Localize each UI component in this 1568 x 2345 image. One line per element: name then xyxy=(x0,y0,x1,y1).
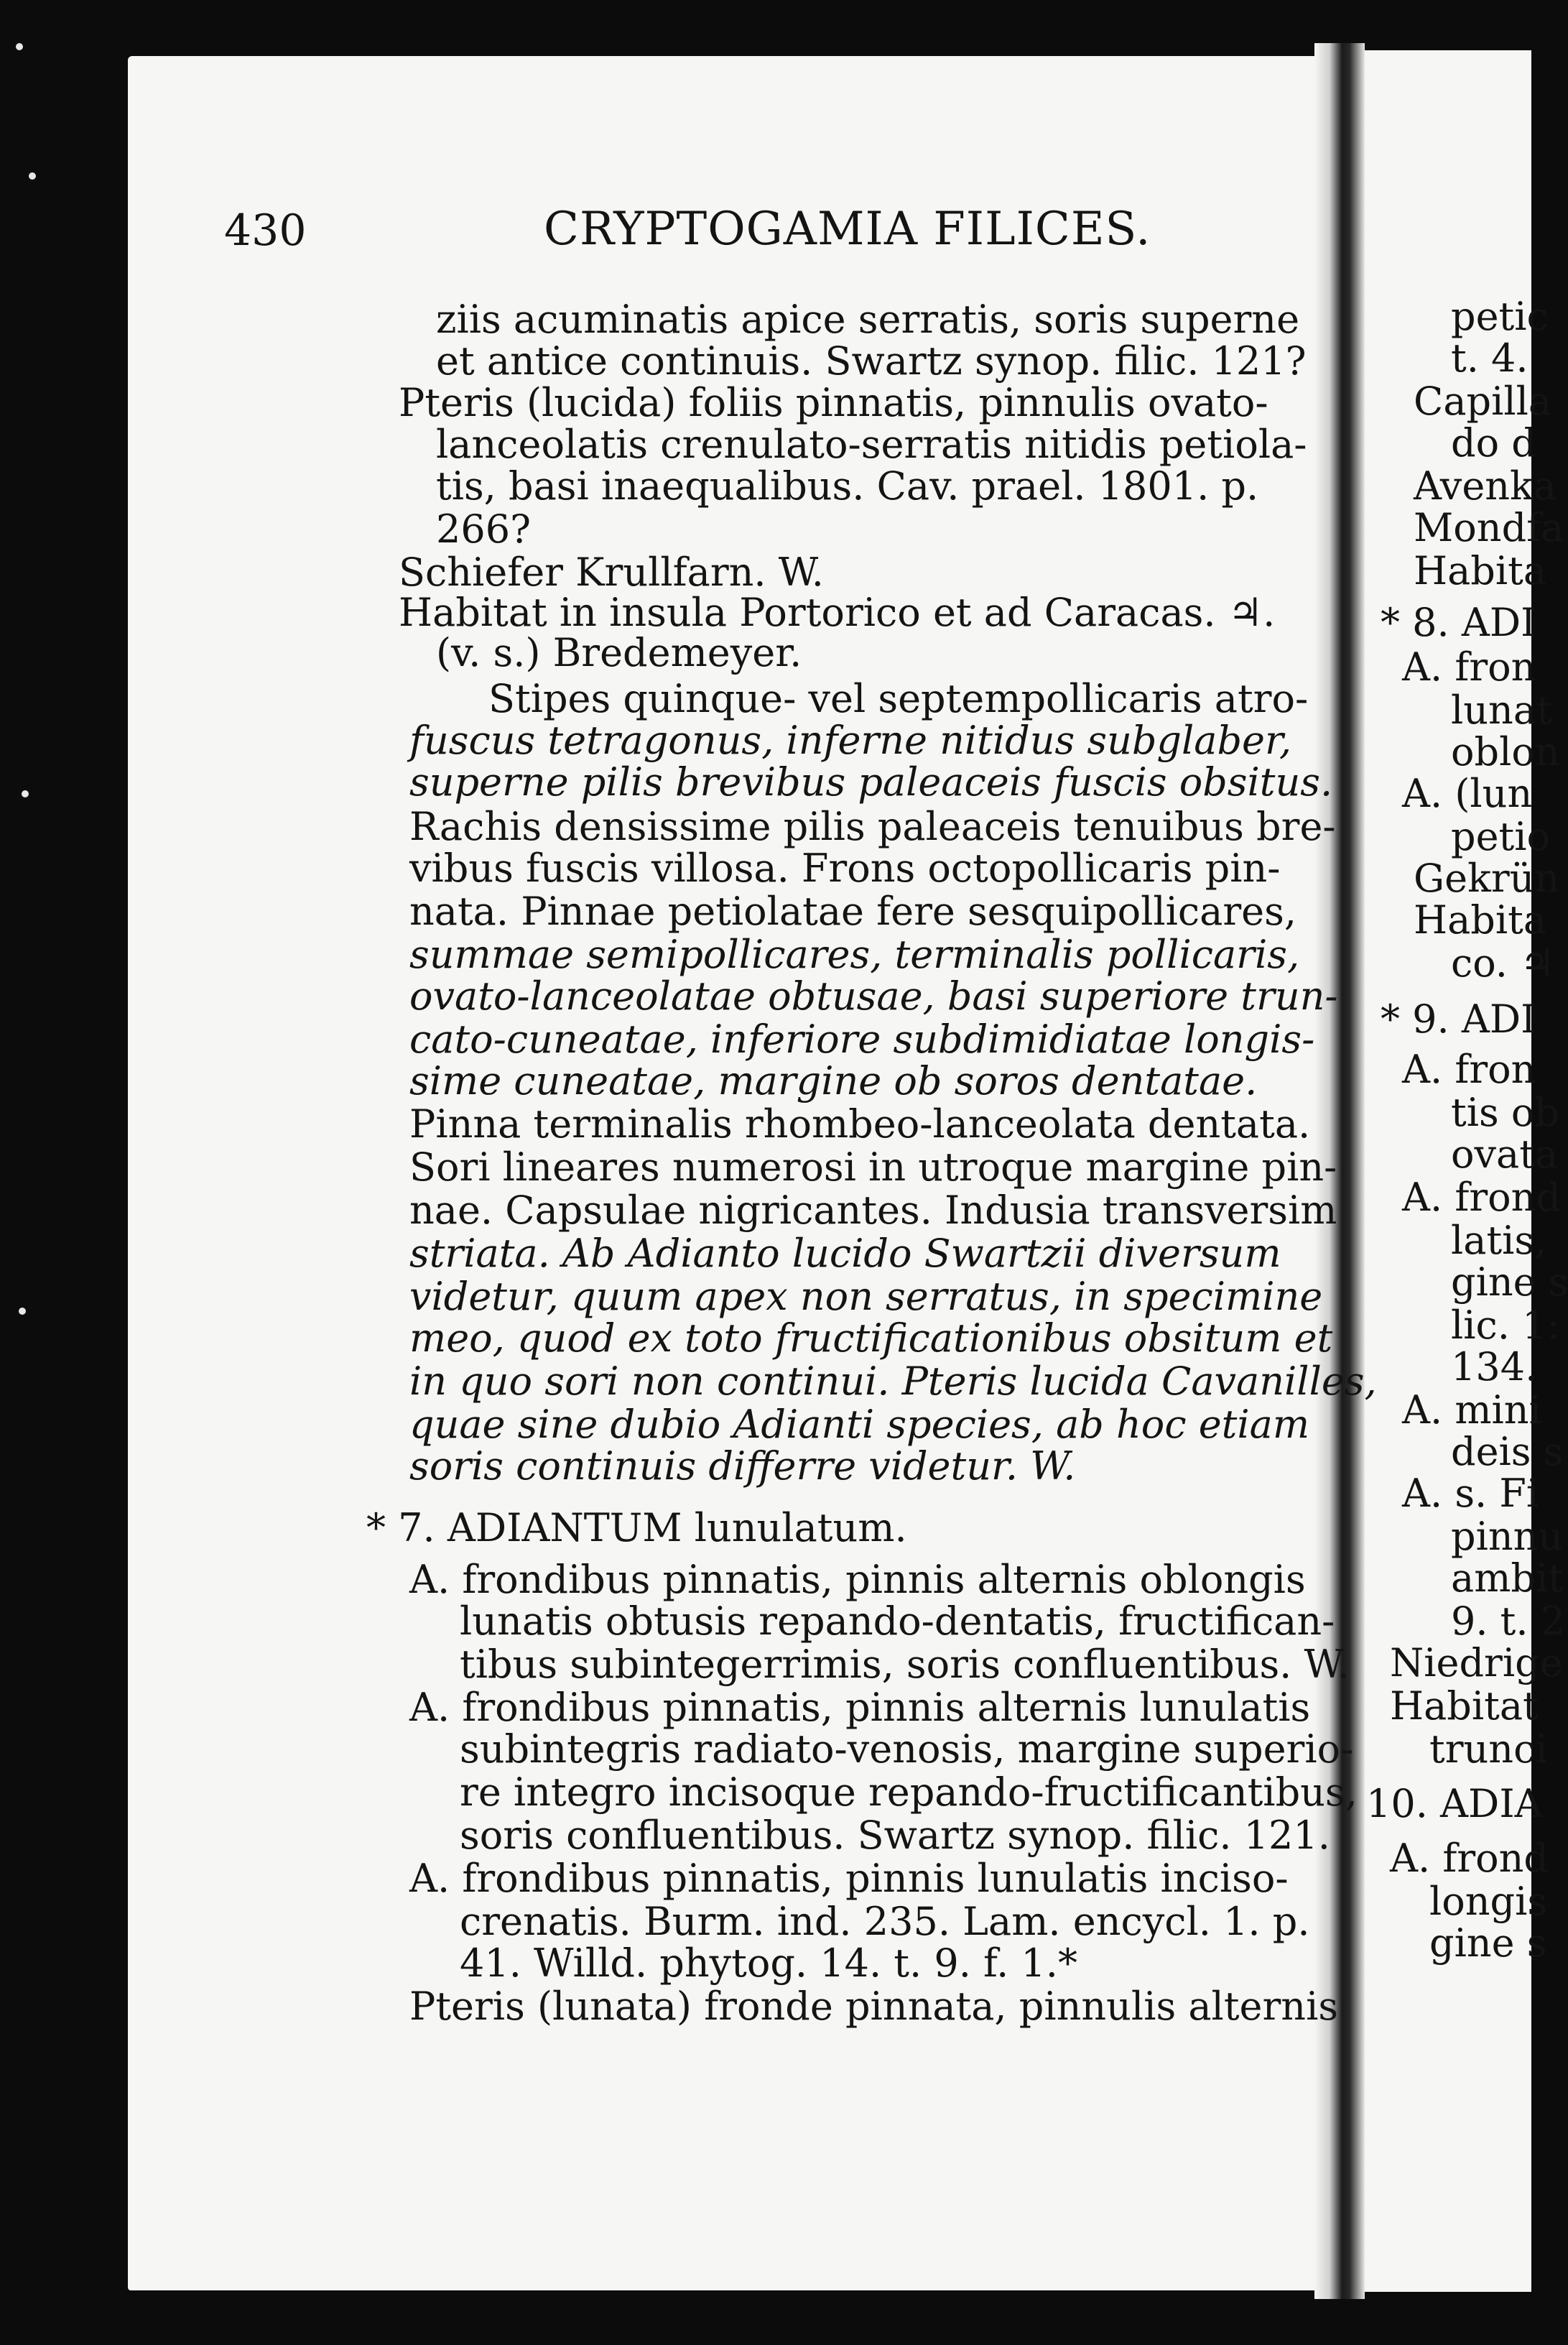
cropped-text-line: do d xyxy=(1451,420,1536,466)
cropped-text-line: trunci xyxy=(1429,1726,1548,1772)
text-line: Sori lineares numerosi in utroque margine pin- xyxy=(409,1144,1337,1190)
text-line: subintegris radiato-venosis, margine superio- xyxy=(460,1726,1354,1772)
text-line: meo, quod ex toto fructificationibus obsitum et xyxy=(409,1315,1333,1361)
cropped-text-line: * 9. ADI xyxy=(1381,996,1536,1042)
cropped-text-line: longis xyxy=(1429,1879,1548,1924)
cropped-text-line: 134. xyxy=(1451,1344,1538,1389)
text-line: * 7. ADIANTUM lunulatum. xyxy=(366,1505,907,1550)
cropped-text-line: t. 4. xyxy=(1451,336,1528,381)
text-line: A. frondibus pinnatis, pinnis lunulatis inciso- xyxy=(409,1856,1289,1901)
text-line: Pinna terminalis rhombeo-lanceolata dentata. xyxy=(409,1101,1311,1147)
page-number: 430 xyxy=(224,205,307,256)
cropped-text-line: A. fron xyxy=(1402,1047,1536,1092)
text-line: ovato-lanceolatae obtusae, basi superiore trun- xyxy=(409,973,1338,1019)
text-line: superne pilis brevibus paleaceis fuscis obsitus. xyxy=(409,759,1333,805)
text-line: nae. Capsulae nigricantes. Indusia transversim xyxy=(409,1188,1337,1233)
cropped-text-line: tis ob xyxy=(1451,1090,1559,1135)
cropped-text-line: oblon xyxy=(1451,729,1560,774)
text-line: Stipes quinque- vel septempollicaris atro- xyxy=(488,676,1309,721)
text-line: fuscus tetragonus, inferne nitidus subglaber, xyxy=(409,718,1292,763)
cropped-text-line: A. mini xyxy=(1402,1387,1541,1433)
cropped-text-line: A. frond xyxy=(1402,1175,1561,1220)
cropped-text-line: latis, xyxy=(1451,1218,1547,1263)
text-line: videtur, quum apex non serratus, in specimine xyxy=(409,1274,1323,1319)
cropped-text-line: A. s. Fi xyxy=(1402,1471,1539,1516)
text-line: sime cuneatae, margine ob soros dentatae. xyxy=(409,1058,1258,1104)
cropped-text-line: lic. 1: xyxy=(1451,1303,1560,1348)
cropped-text-line: deis s xyxy=(1451,1429,1564,1474)
cropped-text-line: A. frond xyxy=(1390,1836,1549,1881)
text-line: striata. Ab Adianto lucido Swartzii diversum xyxy=(409,1231,1281,1276)
text-line: Habitat in insula Portorico et ad Caracas. ♃. xyxy=(399,590,1276,635)
cropped-text-line: petic xyxy=(1451,294,1549,339)
cropped-text-line: gine s xyxy=(1451,1259,1568,1305)
cropped-text-line: * 8. ADI xyxy=(1381,600,1536,645)
text-line: et antice continuis. Swartz synop. filic. 121? xyxy=(436,338,1307,384)
running-title: CRYPTOGAMIA FILICES. xyxy=(544,203,1151,256)
cropped-text-line: Mondfa xyxy=(1414,505,1564,550)
cropped-text-line: lunat xyxy=(1451,688,1552,733)
text-line: vibus fuscis villosa. Frons octopollicaris pin- xyxy=(409,846,1281,891)
text-line: cato-cuneatae, inferiore subdimidiatae longis- xyxy=(409,1017,1315,1062)
text-line: 266? xyxy=(436,507,532,552)
cropped-text-line: ovata xyxy=(1451,1132,1559,1177)
text-line: Schiefer Krullfarn. W. xyxy=(399,550,824,595)
cropped-text-line: Capilla xyxy=(1414,379,1552,424)
text-line: summae semipollicares, terminalis pollicaris, xyxy=(409,932,1300,977)
cropped-text-line: gine s xyxy=(1429,1920,1547,1966)
cropped-text-line: Avenka xyxy=(1414,463,1557,509)
cropped-text-line: A. (lun xyxy=(1402,771,1533,816)
text-line: Rachis densissime pilis paleaceis tenuibus bre- xyxy=(409,804,1336,849)
cropped-text-line: petio xyxy=(1451,814,1551,859)
text-line: (v. s.) Bredemeyer. xyxy=(436,630,802,675)
cropped-text-line: Habita xyxy=(1414,548,1547,593)
text-line: Pteris (lunata) fronde pinnata, pinnulis alternis xyxy=(409,1984,1339,2029)
text-line: tibus subintegerrimis, soris confluentibus. W. xyxy=(460,1642,1350,1687)
cropped-text-line: Gekrün xyxy=(1414,856,1560,901)
text-line: crenatis. Burm. ind. 235. Lam. encycl. 1. p. xyxy=(460,1899,1310,1944)
text-line: 41. Willd. phytog. 14. t. 9. f. 1.* xyxy=(460,1941,1077,1986)
text-line: lunatis obtusis repando-dentatis, fructifican- xyxy=(460,1599,1335,1644)
text-line: Pteris (lucida) foliis pinnatis, pinnulis ovato- xyxy=(399,380,1268,425)
cropped-text-line: Habitat xyxy=(1390,1683,1539,1729)
text-line: A. frondibus pinnatis, pinnis alternis oblongis xyxy=(409,1557,1306,1602)
cropped-text-line: ambit xyxy=(1451,1555,1564,1601)
text-line: soris continuis differre videtur. W. xyxy=(409,1443,1076,1489)
cropped-text-line: 9. t. 2 xyxy=(1451,1599,1566,1644)
text-line: re integro incisoque repando-fructificantibus, xyxy=(460,1770,1358,1815)
cropped-text-line: Niedrige xyxy=(1390,1640,1563,1685)
cropped-text-line: co. ♃ xyxy=(1451,940,1555,986)
cropped-text-line: 10. ADIA xyxy=(1366,1781,1543,1826)
text-line: in quo sori non continui. Pteris lucida Cavanilles, xyxy=(409,1359,1377,1404)
text-line: ziis acuminatis apice serratis, soris superne xyxy=(436,297,1300,342)
cropped-text-line: A. fron xyxy=(1402,644,1536,690)
text-line: lanceolatis crenulato-serratis nitidis petiola- xyxy=(436,422,1307,467)
text-line: quae sine dubio Adianti species, ab hoc etiam xyxy=(409,1402,1310,1447)
text-line: A. frondibus pinnatis, pinnis alternis lunulatis xyxy=(409,1685,1311,1730)
cropped-text-line: pinnu xyxy=(1451,1514,1564,1559)
text-line: soris confluentibus. Swartz synop. filic. 121. xyxy=(460,1813,1330,1858)
text-line: tis, basi inaequalibus. Cav. prael. 1801. p. xyxy=(436,463,1259,509)
text-line: nata. Pinnae petiolatae fere sesquipollicares, xyxy=(409,889,1297,934)
cropped-text-line: Habita xyxy=(1414,897,1547,943)
